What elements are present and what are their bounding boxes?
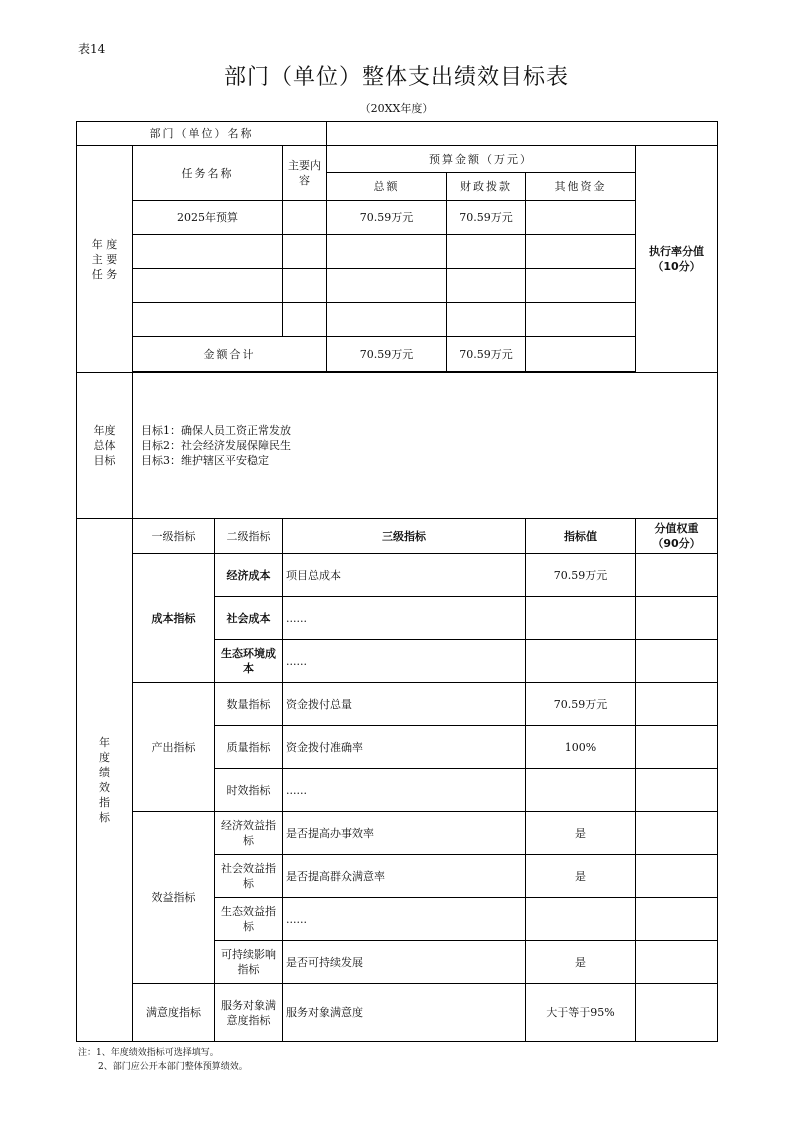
goals-section-line: 总体 <box>93 439 116 452</box>
page-subtitle: （20XX年度） <box>359 102 434 115</box>
exec-rate-score <box>636 146 718 373</box>
task-total[interactable] <box>327 303 447 337</box>
weight-cell[interactable] <box>636 855 718 898</box>
weight-cell[interactable] <box>636 640 718 683</box>
dept-name-value[interactable] <box>327 122 718 146</box>
benefit-sustain-value[interactable]: 是 <box>526 941 636 984</box>
cost-economic-item[interactable]: 项目总成本 <box>283 554 526 597</box>
weight-cell[interactable] <box>636 898 718 941</box>
page-title: 部门（单位）整体支出绩效目标表 <box>223 65 569 90</box>
col-fiscal: 财政拨款 <box>447 173 526 201</box>
weight-cell[interactable] <box>636 597 718 640</box>
goal-item: 目标1：确保人员工资正常发放 <box>141 424 291 437</box>
footnotes <box>78 1046 248 1074</box>
weight-cell[interactable] <box>636 726 718 769</box>
output-quantity-item[interactable]: 资金拨付总量 <box>283 683 526 726</box>
indicators-section-char: 绩 <box>99 766 110 779</box>
goal-item: 目标3：维护辖区平安稳定 <box>141 454 269 467</box>
benefit-indicator-label: 效益指标 <box>133 812 215 984</box>
header-level3: 三级指标 <box>283 519 526 554</box>
task-other[interactable] <box>526 269 636 303</box>
weight-cell[interactable] <box>636 769 718 812</box>
sum-label: 金额合计 <box>133 337 327 372</box>
satisfaction-name: 服务对象满意度指标 <box>215 984 283 1042</box>
output-quantity-value[interactable]: 70.59万元 <box>526 683 636 726</box>
task-name[interactable] <box>133 303 283 337</box>
output-quality-item[interactable]: 资金拨付准确率 <box>283 726 526 769</box>
output-timeliness-value[interactable] <box>526 769 636 812</box>
output-quantity-name: 数量指标 <box>215 683 283 726</box>
header-weight-points: （90分） <box>652 537 701 550</box>
satisfaction-item[interactable]: 服务对象满意度 <box>283 984 526 1042</box>
task-content[interactable] <box>283 235 327 269</box>
indicators-section-char: 年 <box>99 736 110 749</box>
cost-social-name: 社会成本 <box>215 597 283 640</box>
dept-name-label: 部门（单位）名称 <box>77 122 327 146</box>
benefit-sustain-item[interactable]: 是否可持续发展 <box>283 941 526 984</box>
header-value: 指标值 <box>526 519 636 554</box>
tasks-section-label <box>77 146 133 373</box>
col-other: 其他资金 <box>526 173 636 201</box>
weight-cell[interactable] <box>636 554 718 597</box>
task-other[interactable] <box>526 201 636 235</box>
weight-cell[interactable] <box>636 683 718 726</box>
col-total: 总额 <box>327 173 447 201</box>
task-fiscal[interactable] <box>447 235 526 269</box>
benefit-social-name: 社会效益指标 <box>215 855 283 898</box>
tasks-section-line: 主 要 <box>91 252 118 266</box>
weight-cell[interactable] <box>636 941 718 984</box>
col-task-name: 任务名称 <box>133 146 283 201</box>
performance-target-table <box>76 121 718 1042</box>
task-content[interactable] <box>283 303 327 337</box>
task-fiscal[interactable] <box>447 303 526 337</box>
benefit-social-item[interactable]: 是否提高群众满意率 <box>283 855 526 898</box>
indicators-section-char: 指 <box>99 796 110 809</box>
benefit-social-value[interactable]: 是 <box>526 855 636 898</box>
cost-indicator-label: 成本指标 <box>133 554 215 683</box>
task-fiscal[interactable]: 70.59万元 <box>447 201 526 235</box>
satisfaction-indicator-label: 满意度指标 <box>133 984 215 1042</box>
weight-cell[interactable] <box>636 984 718 1042</box>
output-quality-value[interactable]: 100% <box>526 726 636 769</box>
sum-fiscal: 70.59万元 <box>447 337 526 372</box>
task-total[interactable] <box>327 235 447 269</box>
col-budget: 预算金额（万元） <box>327 146 636 173</box>
cost-economic-value[interactable]: 70.59万元 <box>526 554 636 597</box>
benefit-economic-name: 经济效益指标 <box>215 812 283 855</box>
page-label: 表14 <box>78 42 106 56</box>
task-content[interactable] <box>283 201 327 235</box>
tasks-section-line: 年 度 <box>91 237 118 251</box>
cost-economic-name: 经济成本 <box>215 554 283 597</box>
sum-other <box>526 337 636 372</box>
task-name[interactable] <box>133 235 283 269</box>
cost-eco-env-name: 生态环境成本 <box>215 640 283 683</box>
benefit-economic-item[interactable]: 是否提高办事效率 <box>283 812 526 855</box>
task-content[interactable] <box>283 269 327 303</box>
goals-section-line: 年度 <box>93 424 116 437</box>
footnote: 2、部门应公开本部门整体预算绩效。 <box>98 1062 248 1072</box>
footnote: 注：1、年度绩效指标可选择填写。 <box>78 1048 219 1058</box>
task-fiscal[interactable] <box>447 269 526 303</box>
task-other[interactable] <box>526 235 636 269</box>
col-main-content: 主要内容 <box>283 146 327 201</box>
exec-rate-label: 执行率分值 <box>649 245 704 258</box>
task-name[interactable]: 2025年预算 <box>133 201 283 235</box>
benefit-eco-value[interactable] <box>526 898 636 941</box>
cost-social-value[interactable] <box>526 597 636 640</box>
sum-total: 70.59万元 <box>327 337 447 372</box>
exec-rate-points: （10分） <box>652 260 701 273</box>
output-quality-name: 质量指标 <box>215 726 283 769</box>
header-level2: 二级指标 <box>215 519 283 554</box>
benefit-eco-name: 生态效益指标 <box>215 898 283 941</box>
satisfaction-value[interactable]: 大于等于95% <box>526 984 636 1042</box>
indicators-section-label <box>77 519 133 1042</box>
task-name[interactable] <box>133 269 283 303</box>
benefit-economic-value[interactable]: 是 <box>526 812 636 855</box>
output-timeliness-item[interactable]: ...... <box>283 769 526 812</box>
indicators-section-char: 度 <box>99 751 110 764</box>
benefit-sustain-name: 可持续影响指标 <box>215 941 283 984</box>
header-level1: 一级指标 <box>133 519 215 554</box>
task-other[interactable] <box>526 303 636 337</box>
indicators-section-char: 效 <box>99 781 110 794</box>
header-weight-label: 分值权重 <box>654 522 699 535</box>
cost-social-item[interactable]: ...... <box>283 597 526 640</box>
indicators-section-char: 标 <box>99 811 110 824</box>
goal-item: 目标2：社会经济发展保障民生 <box>141 439 291 452</box>
output-indicator-label: 产出指标 <box>133 683 215 812</box>
tasks-section-line: 任 务 <box>91 267 118 281</box>
cost-eco-env-value[interactable] <box>526 640 636 683</box>
task-total[interactable] <box>327 269 447 303</box>
output-timeliness-name: 时效指标 <box>215 769 283 812</box>
cost-eco-env-item[interactable]: ...... <box>283 640 526 683</box>
benefit-eco-item[interactable]: ...... <box>283 898 526 941</box>
goals-section-label <box>77 373 133 519</box>
header-weight <box>636 519 718 554</box>
goals-content[interactable] <box>133 373 718 519</box>
goals-section-line: 目标 <box>93 454 116 467</box>
weight-cell[interactable] <box>636 812 718 855</box>
task-total[interactable]: 70.59万元 <box>327 201 447 235</box>
